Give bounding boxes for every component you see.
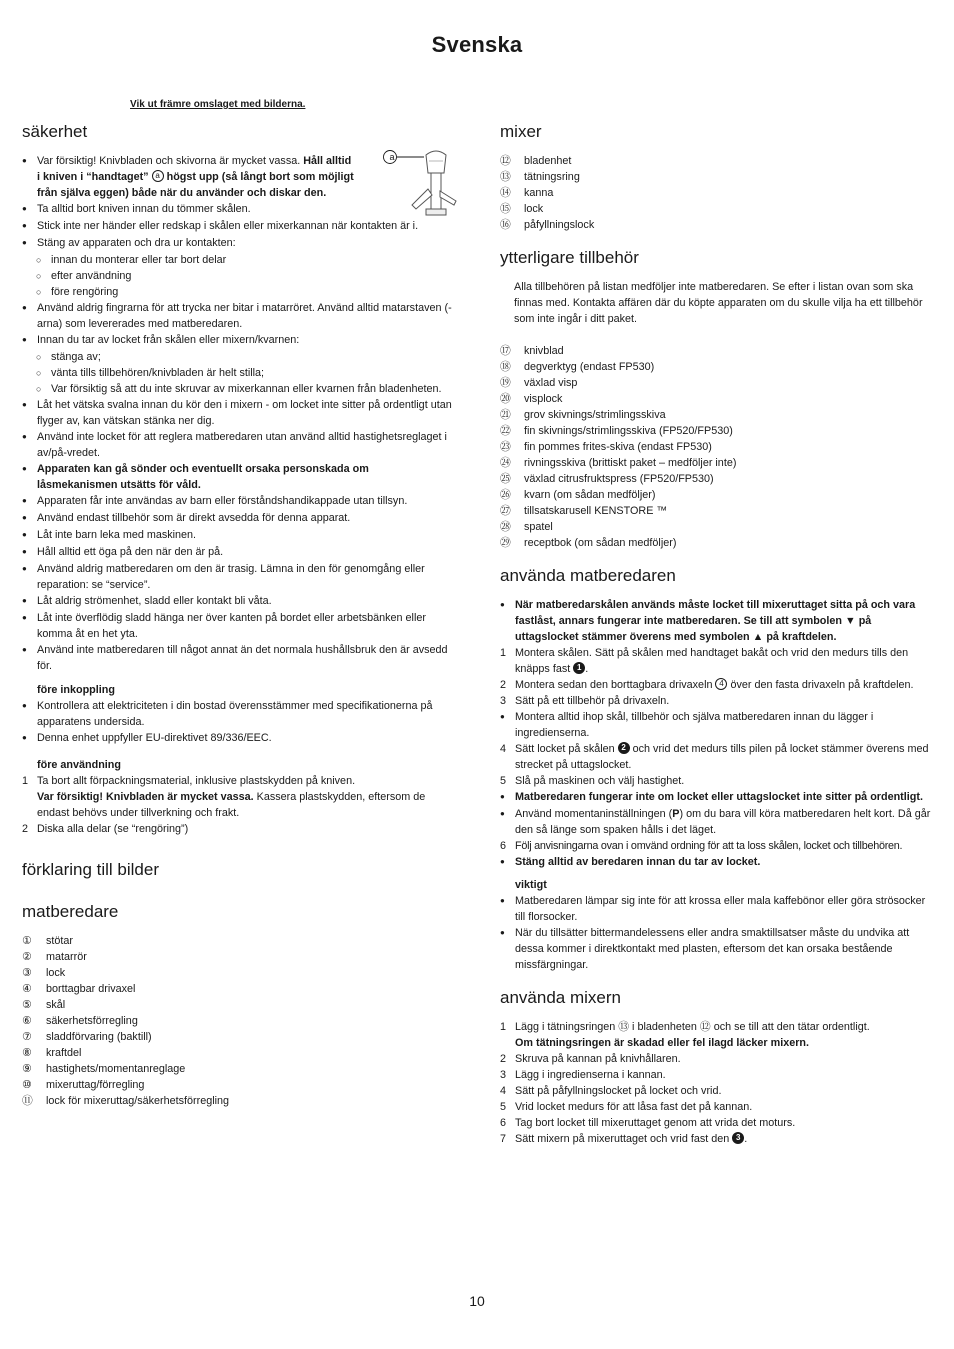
ref-1-icon: 1 [573,662,585,674]
left-column [22,121,452,1109]
part-item: ㉓ fin pommes frites-skiva (endast FP530) [500,441,712,453]
list-item: ● Stäng av apparaten och dra ur kontakten: [22,235,452,252]
list-item: ○ innan du monterar eller tar bort delar [36,254,227,266]
use-mixer-heading: använda mixern [500,988,621,1007]
list-item: 4 Sätt på påfyllningslocket på locket och vrid. [500,1085,722,1097]
use-mixer-steps [500,1051,932,1131]
part-item: ⑩ mixeruttag/förregling [22,1079,145,1091]
list-item: ● Använd momentaninställningen (P) om du bara vill köra matberedaren helt kort. Då går den så länge som spaken hålls i det läget. [500,806,932,838]
list-item: ● Låt inte barn leka med maskinen. [22,527,452,544]
use-processor-list [500,597,932,871]
accessories-heading: ytterligare tillbehör [500,248,639,267]
ref-a-icon: a [152,170,164,182]
list-item: ○ stänga av; [36,351,101,363]
list-item: 6 Följ anvisningarna ovan i omvänd ordning för att ta loss skålen, locket och tillbehören. [500,840,903,852]
list-item: 5 Vrid locket medurs för att låsa fast det på kannan. [500,1101,753,1113]
mixer-heading: mixer [500,122,542,141]
list-item: ● Montera alltid ihop skål, tillbehör och själva matberedaren innan du lägger i ingredienserna. [500,709,932,741]
mixer-parts [500,153,932,233]
list-item: ● Låt inte överflödig sladd hänga ner över kanten på bordet eller arbetsbänken eller komma åt en het yta. [22,610,452,642]
list-item: ● Kontrollera att elektriciteten i din bostad överensstämmer med specifikationerna på apparatens undersida. [22,698,452,730]
part-item: ⑦ sladdförvaring (baktill) [22,1031,152,1043]
list-item: 3 Sätt på ett tillbehör på drivaxeln. [500,695,670,707]
list-item: ○ efter användning [36,270,132,282]
list-item: 4 Sätt locket på skålen 2 och vrid det medurs tills pilen på locket stämmer överens med strecket på uttagslocket. [500,743,929,771]
list-item: 1 Lägg i tätningsringen ⑬ i bladenheten ⑫ och se till att den tätar ordentligt. Om tätningsringen är skadad eller fel ilagd läcker mixern. [500,1021,870,1049]
list-item: ● Använd inte matberedaren till något annat än det normala hushållsbruk den är avsedd för. [22,642,452,674]
before-use-list [22,773,452,837]
part-item: ③ lock [22,967,66,979]
part-item: ⑫ bladenhet [500,155,572,167]
page-title: Svenska [431,32,523,57]
foodprocessor-heading: matberedare [22,902,119,921]
use-processor-heading: använda matberedaren [500,566,676,585]
list-item: 2 Skruva på kannan på knivhållaren. [500,1053,681,1065]
list-item: ● När matberedarskålen används måste locket till mixeruttaget sitta på och vara fastlåst, annars fungerar inte matberedaren. Se till att symbolen ▼ på uttagslocket stämmer överens med symbolen ▲ på kraftdelen. [500,597,932,645]
part-item: ㉒ fin skivnings/strimlingsskiva (FP520/FP530) [500,425,733,437]
accessories-parts [500,343,932,551]
list-item: ● Apparaten kan gå sönder och eventuellt orsaka personskada om låsmekanismen utsätts för våld. [22,461,452,493]
part-item: ⑳ visplock [500,393,563,405]
part-item: ㉖ kvarn (om sådan medföljer) [500,489,656,501]
list-item: ● Använd aldrig matberedaren om den är trasig. Lämna in den för genomgång eller reparation: se “service”. [22,561,452,593]
before-use-heading: före användning [37,759,121,771]
part-item: ⑧ kraftdel [22,1047,82,1059]
fold-note: Vik ut främre omslaget med bilderna. [130,99,306,110]
list-item: ● Matberedaren fungerar inte om locket eller uttagslocket inte sitter på ordentligt. [500,789,932,806]
list-item: 6 Tag bort locket till mixeruttaget genom att vrida det moturs. [500,1117,796,1129]
part-item: ㉗ tillsatskarusell KENSTORE ™ [500,505,668,517]
list-item: 1 Montera skålen. Sätt på skålen med handtaget bakåt och vrid den medurs tills den knäpps fast 1 . [500,647,909,675]
list-item: ● Använd aldrig fingrarna för att trycka ner bitar i matarröret. Använd alltid matarstaven (-arna) som levererades med matberedaren. [22,300,452,332]
part-item: ⑰ knivblad [500,345,564,357]
ref-2-icon: 2 [618,742,630,754]
list-item: ● Denna enhet uppfyller EU-direktivet 89/336/EEC. [22,730,452,747]
part-item: ⑱ degverktyg (endast FP530) [500,361,655,373]
list-item: ● Apparaten får inte användas av barn eller förståndshandikappade utan tillsyn. [22,493,452,510]
part-item: ⑯ påfyllningslock [500,219,595,231]
list-item: ● Låt aldrig strömenhet, sladd eller kontakt bli våta. [22,593,452,610]
list-item: 5 Slå på maskinen och välj hastighet. [500,775,685,787]
foodprocessor-parts [22,933,452,1109]
list-item: ● Var försiktig! Knivbladen och skivorna är mycket vassa. Håll alltid i kniven i “handtaget” a högst upp (så långt bort som möjligt från själva eggen) både när du använder och diskar den. [22,153,452,201]
list-item: ● När du tillsätter bittermandelessens eller andra smaktillsatser måste du undvika att dessa kommer i direktkontakt med plasten, eftersom det kan orsaka bestående missfärgningar. [500,925,932,973]
part-item: ② matarrör [22,951,87,963]
ref-3-icon: 3 [732,1132,744,1144]
list-item: ● Matberedaren lämpar sig inte för att krossa eller mala kaffebönor eller göra strösocker till florsocker. [500,893,932,925]
before-plugging-heading: före inkoppling [37,684,115,696]
part-item: ⑮ lock [500,203,544,215]
part-item: ㉑ grov skivnings/strimlingsskiva [500,409,666,421]
pulse-symbol: P [672,808,680,820]
part-item: ㉔ rivningsskiva (brittiskt paket – medföljer inte) [500,457,737,469]
page-number: 10 [469,1293,485,1309]
list-item: ● Använd endast tillbehör som är direkt avsedda för denna apparat. [22,510,452,527]
triangle-down-icon: ▼ [845,615,856,627]
list-item: ● Låt het vätska svalna innan du kör den i mixern - om locket inte sitter på ordentligt utan flyger av, kan vätskan stänka ner dig. [22,397,452,429]
use-mixer-list [500,1019,932,1051]
part-item: ㉙ receptbok (om sådan medföljer) [500,537,677,549]
list-item: ● Ta alltid bort kniven innan du tömmer skålen. [22,201,452,218]
callout-a-label: a [389,152,395,162]
list-item: ● Använd inte locket för att reglera matberedaren utan använd alltid hastighetsreglaget i av/på-vredet. [22,429,452,461]
before-plugging-list [22,698,452,747]
important-list [500,893,932,973]
part-item: ⑪ lock för mixeruttag/säkerhetsförregling [22,1095,230,1107]
list-item: 3 Lägg i ingredienserna i kannan. [500,1069,666,1081]
part-item: ④ borttagbar drivaxel [22,983,136,995]
part-item: ⑨ hastighets/momentanreglage [22,1063,186,1075]
part-item: ㉕ växlad citrusfruktspress (FP520/FP530) [500,473,714,485]
part-item: ⑭ kanna [500,187,554,199]
list-item: ○ Var försiktig så att du inte skruvar av mixerkannan eller kvarnen från bladenheten. [36,383,442,395]
list-item: 7 Sätt mixern på mixeruttaget och vrid fast den 3 . [500,1133,748,1145]
explanation-heading: förklaring till bilder [22,860,159,879]
list-item: 2 Montera sedan den borttagbara drivaxeln 4 över den fasta drivaxeln på kraftdelen. [500,679,914,691]
list-item: ○ vänta tills tillbehören/knivbladen är helt stilla; [36,367,265,379]
safety-items [22,201,452,674]
part-item: ⑤ skål [22,999,66,1011]
list-item: 1 Ta bort allt förpackningsmaterial, inklusive plastskydden på kniven. Var försiktig! Knivbladen är mycket vassa. Kassera plastskydden, eftersom de endast behövs under tillverkning och frakt. [22,775,426,819]
part-item: ⑥ säkerhetsförregling [22,1015,138,1027]
part-item: ① stötar [22,935,74,947]
list-item: ○ före rengöring [36,286,119,298]
important-heading: viktigt [515,879,547,891]
list-item: ● Håll alltid ett öga på den när den är på. [22,544,452,561]
part-item: ㉘ spatel [500,521,553,533]
right-column [500,121,932,1147]
part-item: ⑬ tätningsring [500,171,580,183]
use-mixer-last [500,1131,932,1147]
list-item: 2 Diska alla delar (se “rengöring”) [22,823,189,835]
list-item: ● Stick inte ner händer eller redskap i skålen eller mixerkannan när kontakten är i. [22,218,452,235]
ref-4-icon: 4 [715,678,727,690]
list-item: ● Stäng alltid av beredaren innan du tar av locket. [500,854,932,871]
triangle-up-icon: ▲ [752,631,764,643]
safety-heading: säkerhet [22,122,88,141]
part-item: ⑲ växlad visp [500,377,578,389]
accessories-intro: Alla tillbehören på listan medföljer inte matberedaren. Se efter i listan ovan som ska finnas med. Kontakta affären där du köpte apparaten om du skulle vilja ha ett tillbehör som inte ingår i ditt paket. [514,281,923,325]
list-item: ● Innan du tar av locket från skålen eller mixern/kvarnen: [22,332,452,349]
